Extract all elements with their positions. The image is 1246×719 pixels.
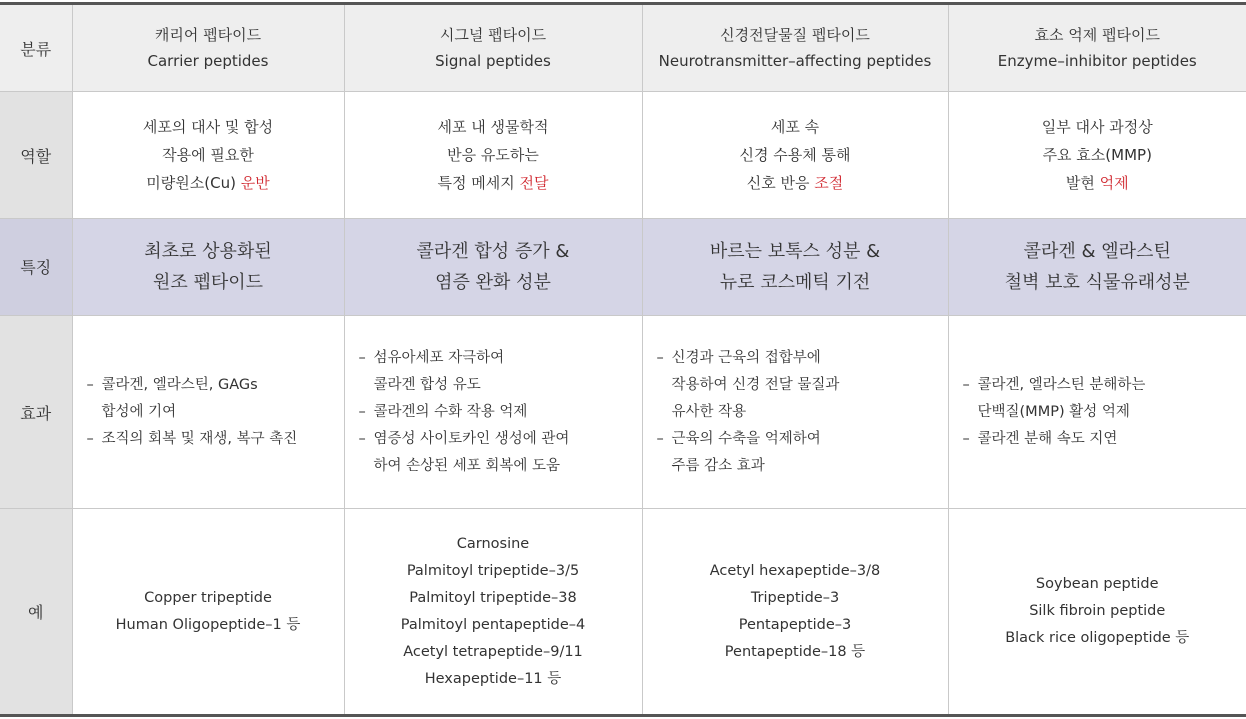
effect-text: 합성에 기여 (101, 403, 177, 420)
effect-line (657, 453, 942, 480)
header-neurotransmitter-ko: 신경전달물질 펩타이드 (720, 26, 870, 44)
header-carrier-ko: 캐리어 펩타이드 (154, 26, 262, 44)
header-signal-ko: 시그널 펩타이드 (439, 26, 547, 44)
bullet-dash: – (962, 430, 970, 447)
effect-text: 섬유아세포 자극하여 (373, 349, 505, 366)
effect-text: 작용하여 신경 전달 물질과 (671, 376, 840, 393)
role-highlight: 전달 (519, 174, 549, 192)
effect-line (657, 426, 942, 453)
effect-row (0, 316, 1246, 509)
example-line: Palmitoyl tripeptide–3/5 (406, 562, 580, 579)
role-cell (642, 92, 948, 219)
example-line: Black rice oligopeptide 등 (1005, 630, 1190, 646)
role-line: 세포 속 (770, 118, 820, 136)
role-line: 일부 대사 과정상 (1041, 118, 1153, 136)
feature-line: 최초로 상용화된 (144, 241, 272, 262)
role-text: 미량원소(Cu) (146, 174, 241, 192)
bullet-dash: – (86, 376, 94, 393)
peptide-comparison-table (0, 2, 1246, 717)
example-cell (642, 509, 948, 716)
role-text: 신호 반응 (746, 174, 815, 192)
effect-text: 콜라겐 분해 속도 지연 (977, 430, 1118, 447)
bullet-dash: – (358, 430, 366, 447)
header-carrier (72, 4, 344, 92)
role-text: 특정 메세지 (437, 174, 520, 192)
row-label-example: 예 (0, 509, 72, 716)
role-line: 세포 내 생물학적 (437, 118, 549, 136)
example-line: Acetyl tetrapeptide–9/11 (403, 643, 583, 660)
role-line: 세포의 대사 및 합성 (142, 118, 274, 136)
header-enzyme-inhibitor-en: Enzyme–inhibitor peptides (997, 52, 1197, 70)
example-line: Carnosine (456, 535, 530, 552)
feature-line: 콜라겐 & 엘라스틴 (1023, 241, 1171, 262)
bullet-dash: – (656, 349, 664, 366)
header-neurotransmitter (642, 4, 948, 92)
effect-text: 하여 손상된 세포 회복에 도움 (373, 457, 561, 474)
effect-line (359, 426, 636, 453)
role-line: 주요 효소(MMP) (1042, 146, 1152, 164)
effect-line (657, 399, 942, 426)
header-signal-en: Signal peptides (435, 52, 551, 70)
effect-text: 근육의 수축을 억제하여 (671, 430, 821, 447)
effect-cell (72, 316, 344, 509)
effect-line (963, 372, 1241, 399)
effect-text: 콜라겐, 엘라스틴 분해하는 (977, 376, 1146, 393)
effect-line (963, 426, 1241, 453)
bullet-dash: – (358, 403, 366, 420)
role-line (79, 169, 338, 197)
header-enzyme-inhibitor (948, 4, 1246, 92)
feature-cell (344, 219, 642, 316)
effect-line (359, 345, 636, 372)
role-line (955, 169, 1241, 197)
effect-text: 콜라겐 합성 유도 (373, 376, 481, 393)
feature-line: 콜라겐 합성 증가 & (416, 241, 570, 262)
example-line: Pentapeptide–3 (738, 616, 852, 633)
effect-line (87, 399, 338, 426)
effect-line (87, 372, 338, 399)
role-line (649, 169, 942, 197)
example-cell (72, 509, 344, 716)
effect-line (87, 426, 338, 453)
row-label-category: 분류 (0, 4, 72, 92)
effect-cell (948, 316, 1246, 509)
feature-cell (642, 219, 948, 316)
header-row (0, 4, 1246, 92)
effect-line (657, 372, 942, 399)
bullet-dash: – (656, 430, 664, 447)
row-label-feature: 특징 (0, 219, 72, 316)
feature-line: 염증 완화 성분 (435, 272, 551, 293)
row-label-role: 역할 (0, 92, 72, 219)
effect-text: 단백질(MMP) 활성 억제 (977, 403, 1130, 420)
effect-line (657, 345, 942, 372)
effect-text: 콜라겐의 수화 작용 억제 (373, 403, 528, 420)
example-line: Pentapeptide–18 등 (724, 643, 866, 660)
feature-line: 원조 펩타이드 (152, 272, 264, 293)
effect-cell (642, 316, 948, 509)
row-label-effect: 효과 (0, 316, 72, 509)
bullet-dash: – (962, 376, 970, 393)
feature-line: 바르는 보톡스 성분 & (709, 241, 881, 262)
role-text: 발현 (1065, 174, 1100, 192)
effect-line (359, 399, 636, 426)
effect-line (963, 399, 1241, 426)
role-line (351, 169, 636, 197)
role-cell (344, 92, 642, 219)
feature-line: 뉴로 코스메틱 기전 (719, 272, 871, 293)
example-line: Soybean peptide (1035, 576, 1159, 592)
effect-text: 조직의 회복 및 재생, 복구 촉진 (101, 430, 298, 447)
role-line: 신경 수용체 통해 (739, 146, 851, 164)
example-line: Palmitoyl pentapeptide–4 (400, 616, 586, 633)
role-cell (72, 92, 344, 219)
example-line: Acetyl hexapeptide–3/8 (709, 562, 881, 579)
role-row (0, 92, 1246, 219)
example-cell (344, 509, 642, 716)
role-cell (948, 92, 1246, 219)
example-line: Tripeptide–3 (750, 589, 840, 606)
effect-text: 신경과 근육의 접합부에 (671, 349, 821, 366)
effect-text: 주름 감소 효과 (671, 457, 765, 474)
role-line: 반응 유도하는 (447, 146, 539, 164)
header-enzyme-inhibitor-ko: 효소 억제 펩타이드 (1034, 26, 1160, 44)
effect-line (359, 453, 636, 480)
effect-text: 염증성 사이토카인 생성에 관여 (373, 430, 570, 447)
role-highlight: 억제 (1099, 174, 1129, 192)
example-line: Copper tripeptide (144, 589, 272, 606)
bullet-dash: – (358, 349, 366, 366)
header-carrier-en: Carrier peptides (147, 52, 269, 70)
bullet-dash: – (86, 430, 94, 447)
example-line: Silk fibroin peptide (1029, 603, 1166, 619)
feature-cell (72, 219, 344, 316)
feature-line: 철벽 보호 식물유래성분 (1004, 272, 1190, 293)
role-highlight: 조절 (814, 174, 844, 192)
example-cell (948, 509, 1246, 716)
header-signal (344, 4, 642, 92)
example-row (0, 509, 1246, 716)
effect-text: 유사한 작용 (671, 403, 747, 420)
feature-cell (948, 219, 1246, 316)
header-neurotransmitter-en: Neurotransmitter–affecting peptides (658, 52, 932, 70)
feature-row (0, 219, 1246, 316)
example-line: Palmitoyl tripeptide–38 (409, 589, 577, 606)
effect-cell (344, 316, 642, 509)
role-highlight: 운반 (240, 174, 270, 192)
effect-line (359, 372, 636, 399)
example-line: Hexapeptide–11 등 (424, 670, 562, 687)
effect-text: 콜라겐, 엘라스틴, GAGs (101, 376, 258, 393)
example-line: Human Oligopeptide–1 등 (115, 616, 301, 633)
role-line: 작용에 필요한 (162, 146, 254, 164)
